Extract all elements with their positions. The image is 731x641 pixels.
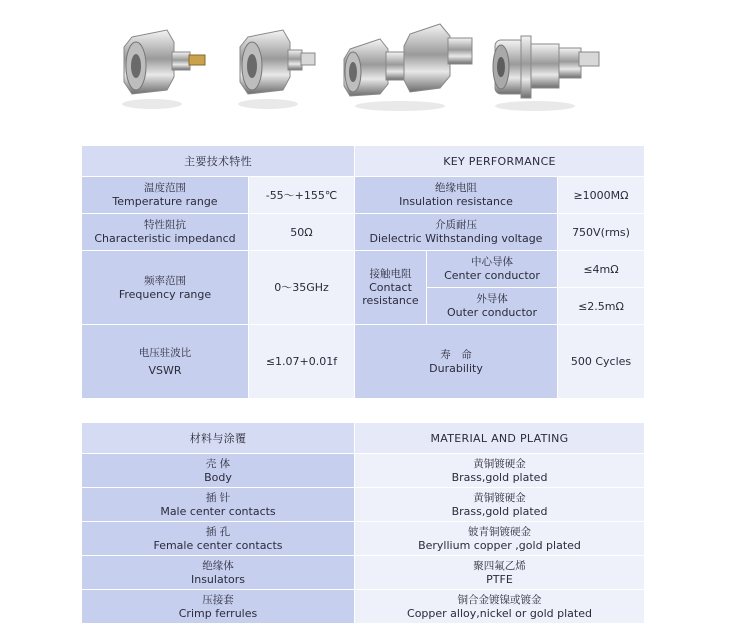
table-row [82, 454, 645, 488]
key-performance-table [81, 145, 645, 399]
temperature-label: 温度范围 Temperature range [82, 177, 249, 214]
insulation-label: 绝缘电阻 Insulation resistance [355, 177, 558, 214]
female-contacts-label: 插 孔 Female center contacts [82, 522, 355, 556]
male-contacts-value: 黄铜镀硬金 Brass,gold plated [355, 488, 645, 522]
durability-value: 500 Cycles [558, 325, 645, 399]
header-key-performance: KEY PERFORMANCE [355, 146, 645, 177]
insulators-label: 绝缘体 Insulators [82, 556, 355, 590]
frequency-label: 频率范围 Frequency range [82, 251, 249, 325]
header-materials: 材料与涂覆 [82, 423, 355, 454]
body-value: 黄铜镀硬金 Brass,gold plated [355, 454, 645, 488]
crimp-ferrules-value: 铜合金镀镍或镀金 Copper alloy,nickel or gold plated [355, 590, 645, 624]
connector-adapter-image [340, 14, 480, 114]
center-conductor-label: 中心导体 Center conductor [427, 251, 558, 288]
vswr-label: 电压驻波比 VSWR [82, 325, 249, 399]
temperature-value: -55～+155℃ [249, 177, 355, 214]
center-conductor-value: ≤4mΩ [558, 251, 645, 288]
insulation-value: ≥1000MΩ [558, 177, 645, 214]
outer-conductor-value: ≤2.5mΩ [558, 288, 645, 325]
insulators-value: 聚四氟乙烯 PTFE [355, 556, 645, 590]
connector-plug-2-image [228, 22, 328, 112]
female-contacts-value: 铍青铜镀硬金 Beryllium copper ,gold plated [355, 522, 645, 556]
outer-conductor-label: 外导体 Outer conductor [427, 288, 558, 325]
connector-bulkhead-jack-image [485, 22, 605, 112]
frequency-value: 0～35GHz [249, 251, 355, 325]
product-images [100, 8, 620, 128]
body-label: 壳 体 Body [82, 454, 355, 488]
durability-label: 寿 命 Durability [355, 325, 558, 399]
crimp-ferrules-label: 压接套 Crimp ferrules [82, 590, 355, 624]
table-row [82, 522, 645, 556]
table-row [82, 590, 645, 624]
vswr-value: ≤1.07+0.01f [249, 325, 355, 399]
dielectric-label: 介质耐压 Dielectric Withstanding voltage [355, 214, 558, 251]
header-material-plating: MATERIAL AND PLATING [355, 423, 645, 454]
impedance-label: 特性阻抗 Characteristic impedancd [82, 214, 249, 251]
header-main-characteristics: 主要技术特性 [82, 146, 355, 177]
material-plating-table [81, 422, 645, 624]
connector-plug-1-image [112, 22, 212, 112]
contact-resistance-label: 接触电阻 Contact resistance [355, 251, 427, 325]
dielectric-value: 750V(rms) [558, 214, 645, 251]
impedance-value: 50Ω [249, 214, 355, 251]
male-contacts-label: 插 针 Male center contacts [82, 488, 355, 522]
table-row [82, 556, 645, 590]
table-row [82, 488, 645, 522]
